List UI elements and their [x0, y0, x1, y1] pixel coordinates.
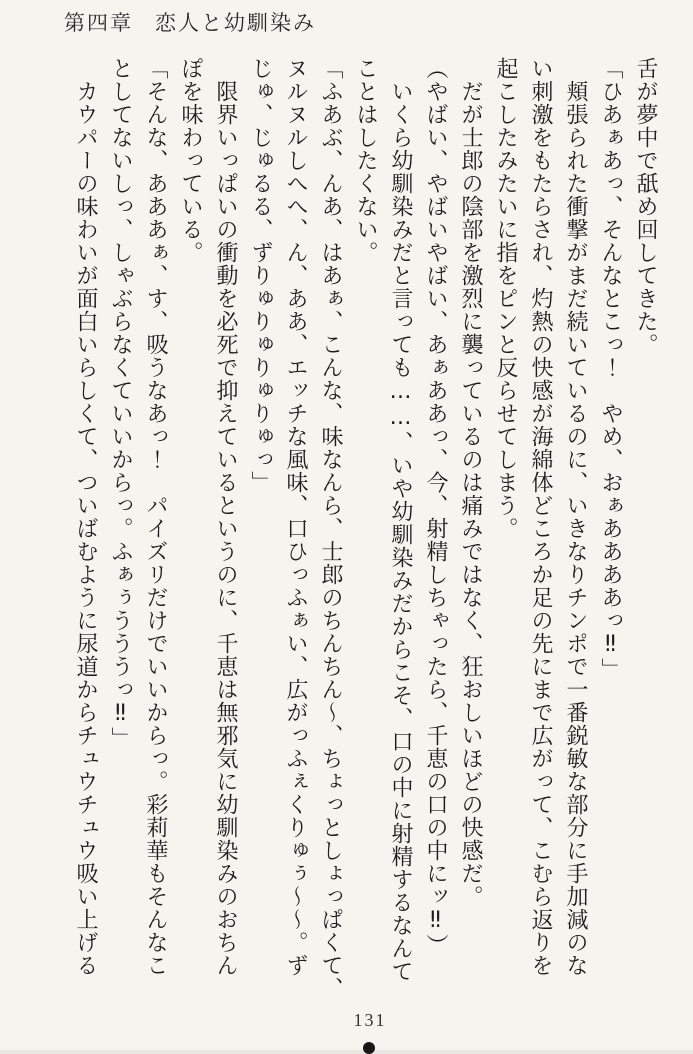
text-column: としてないしっ、しゃぶらなくていいからっ。ふぁぅうううっ‼」: [108, 57, 133, 750]
text-column: いくら幼馴染みだと言っても……、いや幼馴染みだからこそ、口の中に射精するなんて: [388, 80, 413, 983]
chapter-label: 第四章: [64, 11, 133, 35]
text-column: 頬張られた衝撃がまだ続いているのに、いきなりチンポで一番鋭敏な部分に手加減のな: [563, 80, 588, 977]
text-column: い刺激をもたらされ、灼熱の快感が海綿体どころか足の先にまで広がって、こむら返りを: [528, 57, 553, 977]
text-column: じゅ、じゅるる、ずりゅりゅりゅりゅっ」: [248, 57, 273, 494]
text-column: カウパーの味わいが面白いらしくて、ついばむように尿道からチュウチュウ吸い上げる: [73, 80, 98, 977]
chapter-title: 恋人と幼馴染み: [155, 11, 316, 35]
text-column: 限界いっぱいの衝動を必死で抑えているというのに、千恵は無邪気に幼馴染みのおちん: [213, 80, 238, 977]
body-text: [68, 57, 663, 1009]
text-column: （やばい、やばいやばい、あぁああっ、今、射精しちゃったら、千恵の口の中にッ‼）: [423, 57, 448, 957]
text-column: ことはしたくない。: [353, 57, 378, 264]
text-column: 「そんな、あああぁ、す、吸うなあっ！ パイズリだけでいいからっ。彩莉華もそんなこ: [143, 57, 168, 977]
text-column: 舌が夢中で舐め回してきた。: [633, 57, 658, 356]
text-column: だが士郎の陰部を激烈に襲っているのは痛みではなく、狂おしいほどの快感だ。: [458, 80, 483, 908]
text-column: ぽを味わっている。: [178, 57, 203, 264]
text-column: ヌルヌルしへへ、ん、ああ、エッチな風味、口ひっふぁい、広がっふぇくりゅぅ～～。ず: [283, 57, 308, 977]
text-column: 「ふあぶ、んあ、はあぁ、こんな、味なんら、士郎のちんちん～、ちょっとしょっぱくて、: [318, 57, 343, 1000]
page-number: 131: [353, 1010, 387, 1030]
text-column: 「ひあぁあっ、そんなとこっ！ やめ、おぁああああっ‼」: [598, 57, 623, 681]
footer-dot: [363, 1042, 375, 1054]
text-column: 起こしたみたいに指をピンと反らせてしまう。: [493, 57, 518, 540]
running-header: [64, 7, 316, 37]
